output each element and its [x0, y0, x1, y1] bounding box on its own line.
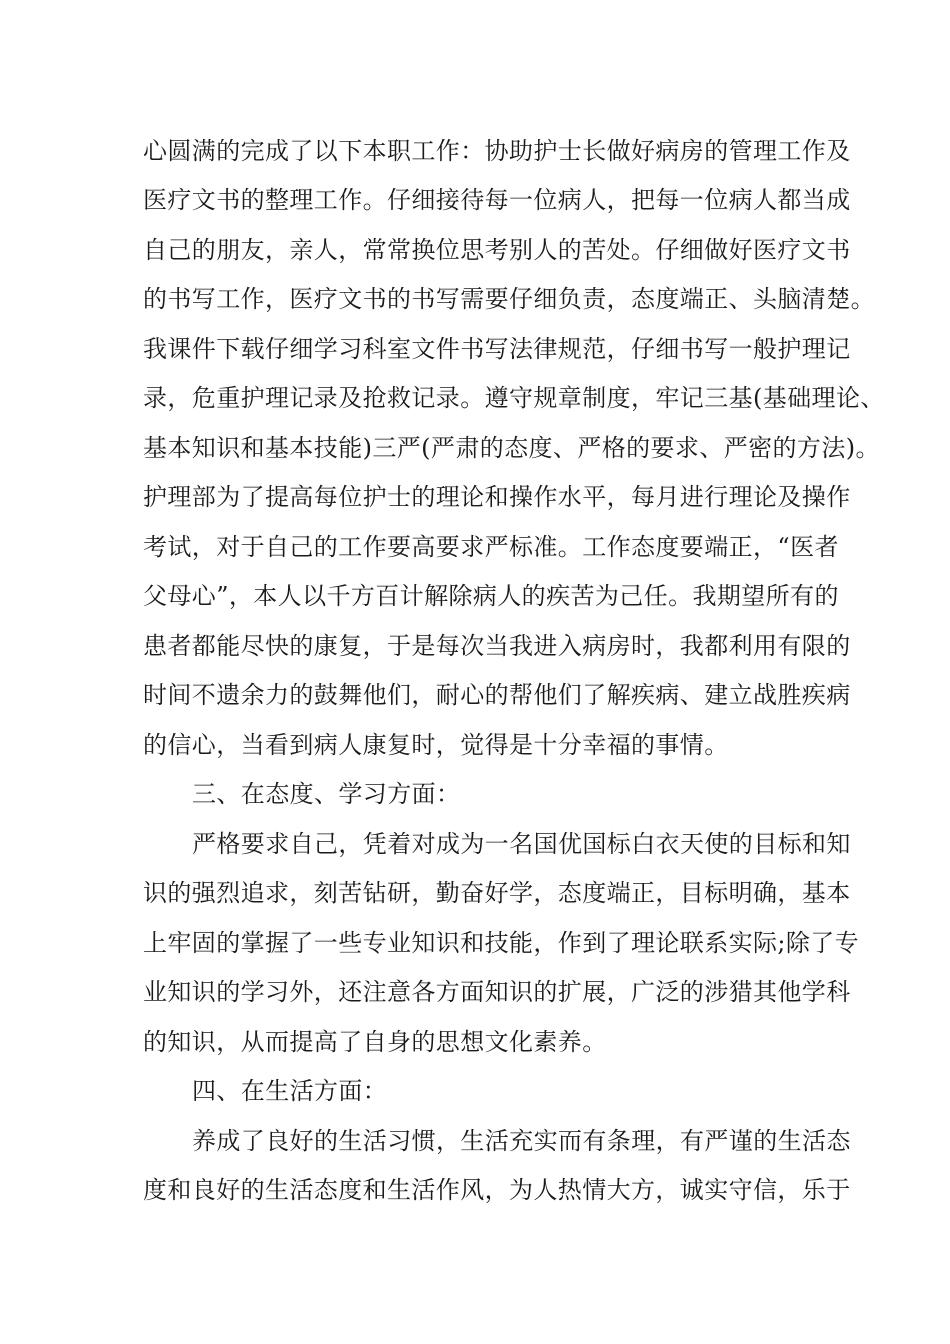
text-line: 的信心，当看到病人康复时，觉得是十分幸福的事情。	[143, 731, 729, 759]
text-line: 上牢固的掌握了一些专业知识和技能，作到了理论联系实际;除了专	[143, 929, 860, 957]
text-line: 心圆满的完成了以下本职工作：协助护士长做好病房的管理工作及	[143, 137, 851, 165]
text-line: 患者都能尽快的康复，于是每次当我进入病房时，我都利用有限的	[143, 632, 851, 660]
section-heading: 三、在态度、学习方面：	[192, 780, 461, 808]
text-line: 业知识的学习外，还注意各方面知识的扩展，广泛的涉猎其他学科	[143, 978, 851, 1006]
text-line: 考试，对于自己的工作要高要求严标准。工作态度要端正，“医者	[143, 533, 839, 561]
text-line: 基本知识和基本技能)三严(严肃的态度、严格的要求、严密的方法)。	[143, 434, 880, 462]
text-line: 医疗文书的整理工作。仔细接待每一位病人，把每一位病人都当成	[143, 186, 851, 214]
paragraph-first-line: 养成了良好的生活习惯，生活充实而有条理，有严谨的生活态	[192, 1127, 851, 1155]
text-line: 自己的朋友，亲人，常常换位思考别人的苦处。仔细做好医疗文书	[143, 236, 851, 264]
text-line: 时间不遗余力的鼓舞他们，耐心的帮他们了解疾病、建立战胜疾病	[143, 681, 851, 709]
section-heading: 四、在生活方面：	[192, 1077, 388, 1105]
text-line: 父母心”，本人以千方百计解除病人的疾苦为己任。我期望所有的	[143, 582, 839, 610]
text-line: 护理部为了提高每位护士的理论和操作水平，每月进行理论及操作	[143, 483, 851, 511]
text-line: 的书写工作，医疗文书的书写需要仔细负责，态度端正、头脑清楚。	[143, 285, 875, 313]
text-line: 识的强烈追求，刻苦钻研，勤奋好学，态度端正，目标明确，基本	[143, 879, 851, 907]
text-line: 录，危重护理记录及抢救记录。遵守规章制度，牢记三基(基础理论、	[143, 384, 885, 412]
text-line: 我课件下载仔细学习科室文件书写法律规范，仔细书写一般护理记	[143, 335, 851, 363]
text-line: 的知识，从而提高了自身的思想文化素养。	[143, 1028, 607, 1056]
paragraph-first-line: 严格要求自己，凭着对成为一名国优国标白衣天使的目标和知	[192, 830, 851, 858]
text-line: 度和良好的生活态度和生活作风，为人热情大方，诚实守信，乐于	[143, 1176, 851, 1204]
